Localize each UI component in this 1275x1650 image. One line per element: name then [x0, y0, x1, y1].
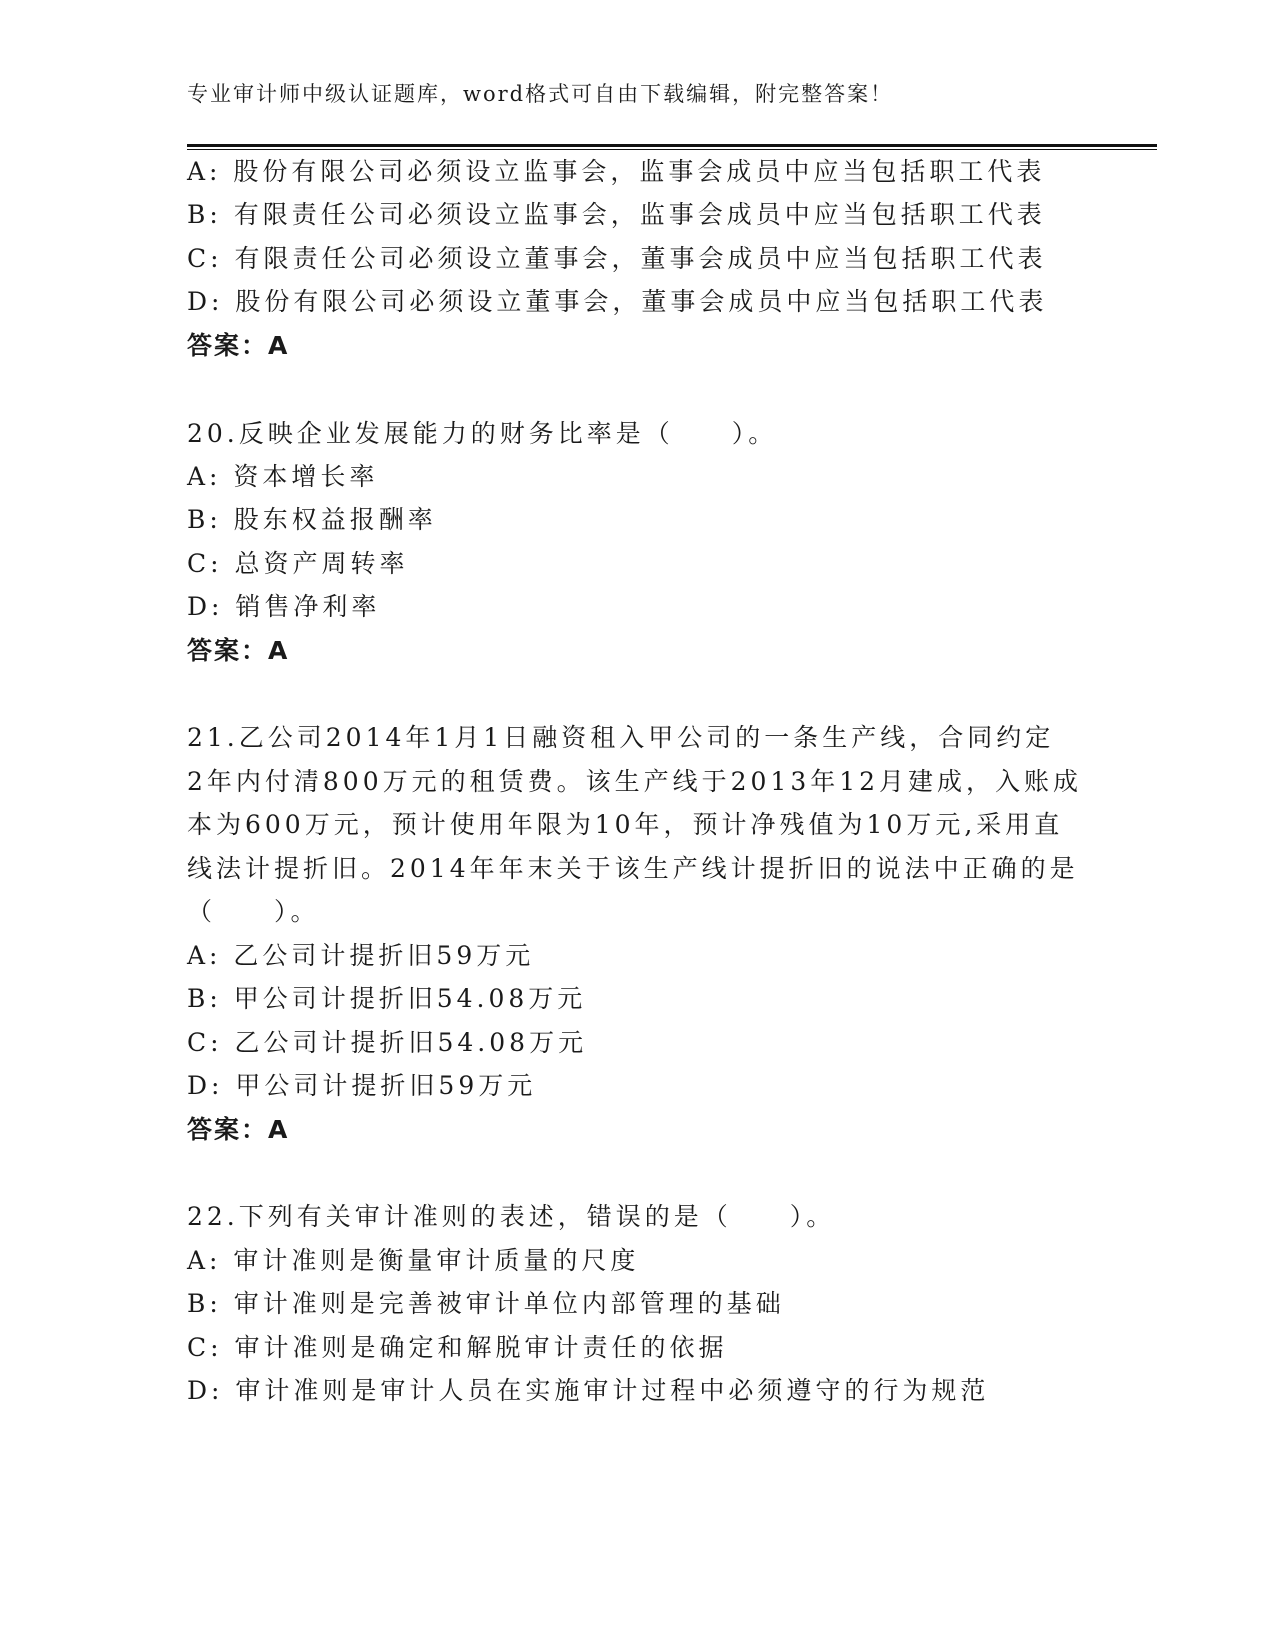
option-d: D: 销售净利率 — [187, 592, 381, 621]
question-stem: 22.下列有关审计准则的表述，错误的是（ ）。 — [187, 1202, 836, 1231]
option-d: D: 审计准则是审计人员在实施审计过程中必须遵守的行为规范 — [187, 1376, 990, 1405]
question-stem-line: （ ）。 — [187, 897, 320, 926]
option-d: D: 甲公司计提折旧59万元 — [187, 1071, 537, 1100]
option-c: C: 总资产周转率 — [187, 549, 409, 578]
page-header: 专业审计师中级认证题库，word格式可自由下载编辑，附完整答案！ — [187, 82, 894, 106]
question-stem-line: 本为600万元，预计使用年限为10年，预计净残值为10万元,采用直 — [187, 810, 1064, 839]
option-c: C: 审计准则是确定和解脱审计责任的依据 — [187, 1333, 728, 1362]
option-b: B: 审计准则是完善被审计单位内部管理的基础 — [187, 1289, 785, 1318]
option-c: C: 乙公司计提折旧54.08万元 — [187, 1028, 588, 1057]
option-a: A: 股份有限公司必须设立监事会，监事会成员中应当包括职工代表 — [187, 157, 1046, 186]
option-a: A: 资本增长率 — [187, 462, 379, 491]
option-b: B: 甲公司计提折旧54.08万元 — [187, 984, 587, 1013]
option-b: B: 有限责任公司必须设立监事会，监事会成员中应当包括职工代表 — [187, 200, 1046, 229]
question-stem-line: 线法计提折旧。2014年年末关于该生产线计提折旧的说法中正确的是 — [187, 854, 1079, 883]
answer: 答案：A — [187, 1115, 290, 1144]
question-stem: 20.反映企业发展能力的财务比率是（ ）。 — [187, 419, 778, 448]
option-c: C: 有限责任公司必须设立董事会，董事会成员中应当包括职工代表 — [187, 244, 1047, 273]
question-stem-line: 2年内付清800万元的租赁费。该生产线于2013年12月建成，入账成 — [187, 767, 1083, 796]
option-a: A: 审计准则是衡量审计质量的尺度 — [187, 1246, 640, 1275]
option-a: A: 乙公司计提折旧59万元 — [187, 941, 535, 970]
option-d: D: 股份有限公司必须设立董事会，董事会成员中应当包括职工代表 — [187, 287, 1048, 316]
question-stem-line: 21.乙公司2014年1月1日融资租入甲公司的一条生产线，合同约定 — [187, 723, 1055, 752]
answer: 答案：A — [187, 636, 290, 665]
option-b: B: 股东权益报酬率 — [187, 505, 437, 534]
header-rule — [187, 144, 1157, 150]
answer: 答案：A — [187, 331, 290, 360]
